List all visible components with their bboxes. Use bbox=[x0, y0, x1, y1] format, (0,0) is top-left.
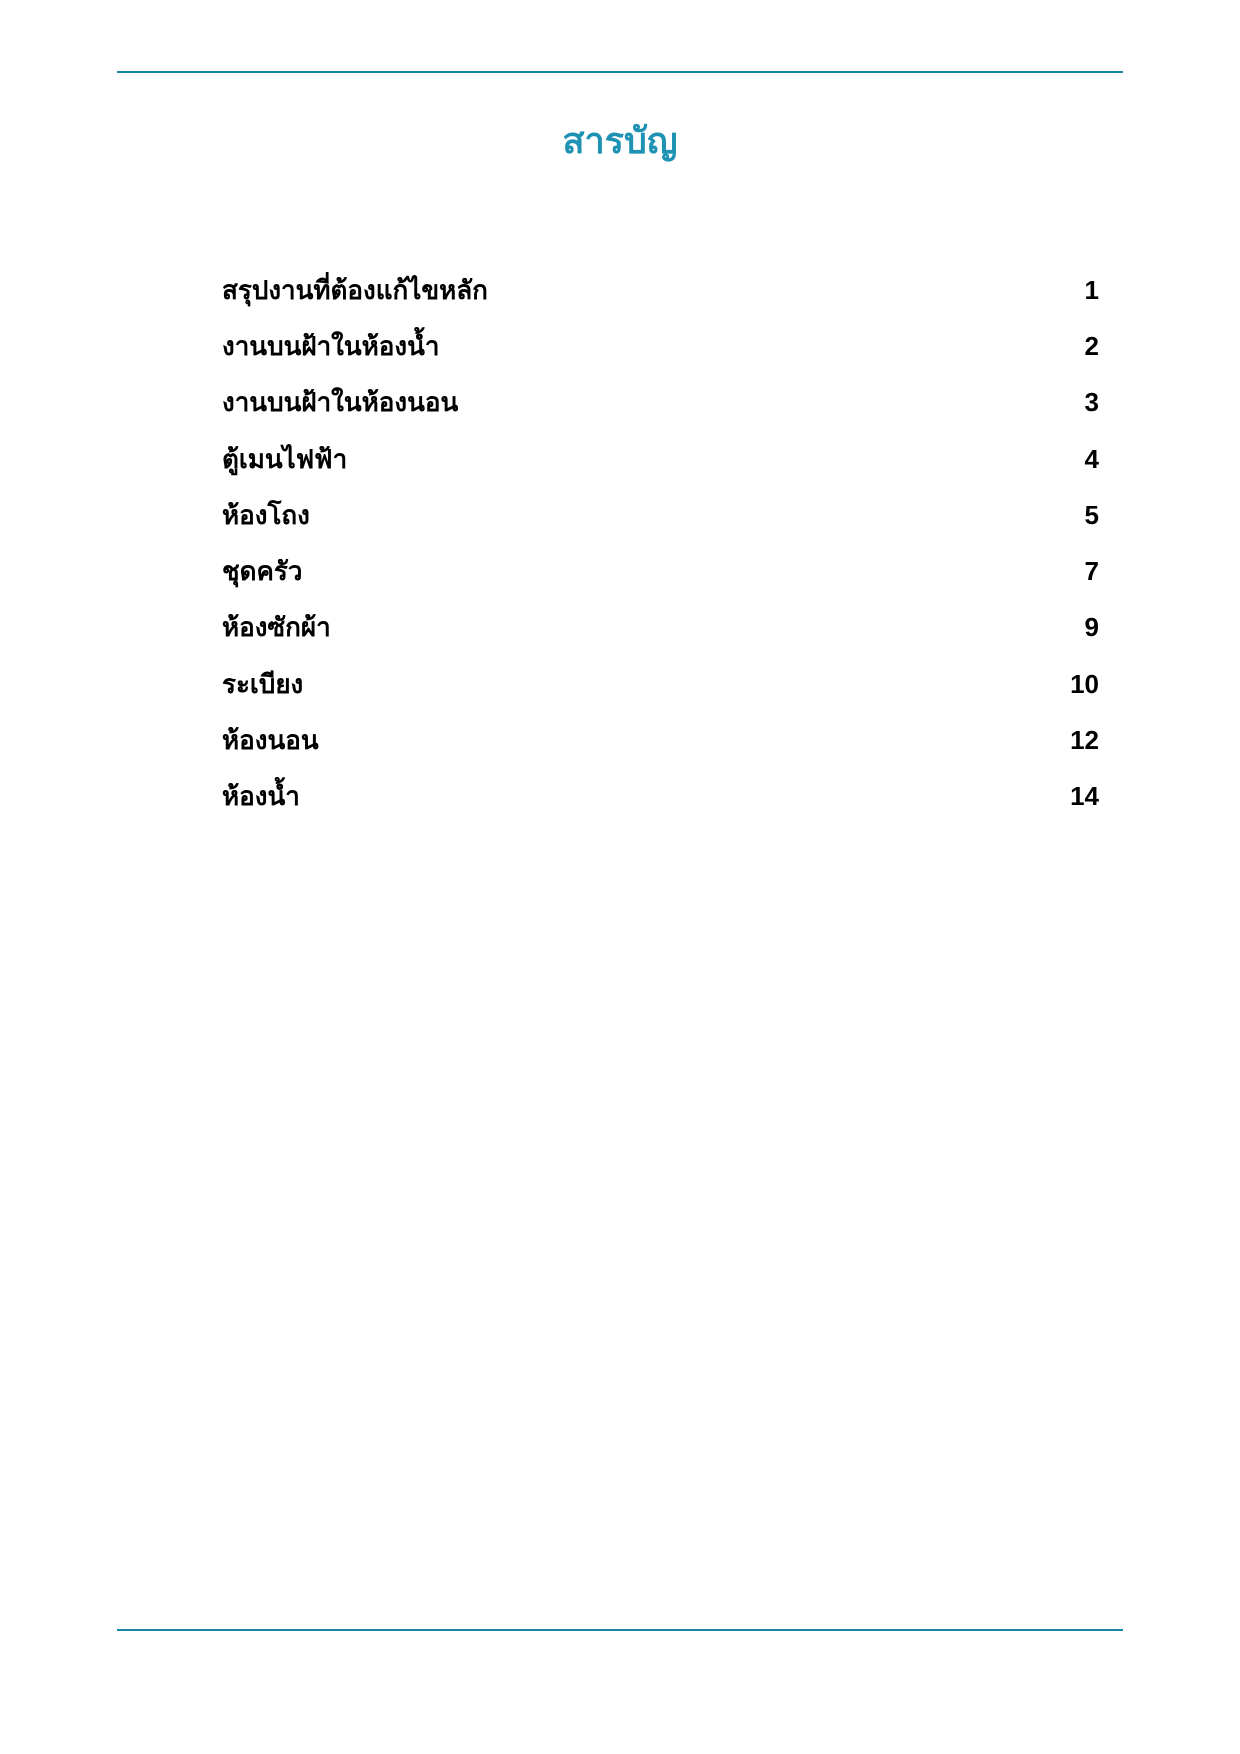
toc-entry[interactable] bbox=[222, 656, 1099, 712]
toc-entry[interactable] bbox=[222, 543, 1099, 599]
toc-entry-label: งานบนฝ้าในห้องนอน bbox=[222, 388, 459, 419]
toc-entry-page: 1 bbox=[1084, 274, 1099, 305]
toc-entry-page: 7 bbox=[1084, 556, 1099, 587]
toc-entry-page: 9 bbox=[1084, 612, 1099, 643]
toc-entry-label: ห้องซักผ้า bbox=[222, 613, 331, 644]
toc-entry-page: 3 bbox=[1084, 387, 1099, 418]
toc-entry[interactable] bbox=[222, 712, 1099, 768]
top-rule bbox=[117, 71, 1123, 73]
table-of-contents bbox=[222, 262, 1099, 825]
toc-entry-page: 2 bbox=[1084, 330, 1099, 361]
toc-entry-page: 14 bbox=[1070, 781, 1099, 812]
toc-entry[interactable] bbox=[222, 318, 1099, 374]
toc-entry[interactable] bbox=[222, 375, 1099, 431]
toc-entry-page: 10 bbox=[1070, 668, 1099, 699]
toc-entry-label: ห้องนอน bbox=[222, 726, 319, 757]
toc-entry[interactable] bbox=[222, 262, 1099, 318]
toc-entry-page: 12 bbox=[1070, 725, 1099, 756]
toc-entry[interactable] bbox=[222, 431, 1099, 487]
toc-entry-label: ห้องโถง bbox=[222, 500, 310, 531]
toc-entry-label: ชุดครัว bbox=[222, 557, 303, 588]
toc-entry-label: สรุปงานที่ต้องแก้ไขหลัก bbox=[222, 275, 488, 306]
toc-entry-page: 4 bbox=[1084, 443, 1099, 474]
toc-entry-label: ตู้เมนไฟฟ้า bbox=[222, 444, 348, 475]
toc-entry-label: ระเบียง bbox=[222, 669, 304, 700]
toc-entry[interactable] bbox=[222, 600, 1099, 656]
toc-entry[interactable] bbox=[222, 487, 1099, 543]
toc-entry-label: งานบนฝ้าในห้องน้ำ bbox=[222, 331, 440, 362]
toc-entry[interactable] bbox=[222, 769, 1099, 825]
toc-entry-page: 5 bbox=[1084, 499, 1099, 530]
bottom-rule bbox=[117, 1629, 1123, 1631]
page-title: สารบัญ bbox=[562, 121, 678, 162]
toc-entry-label: ห้องน้ำ bbox=[222, 782, 300, 813]
